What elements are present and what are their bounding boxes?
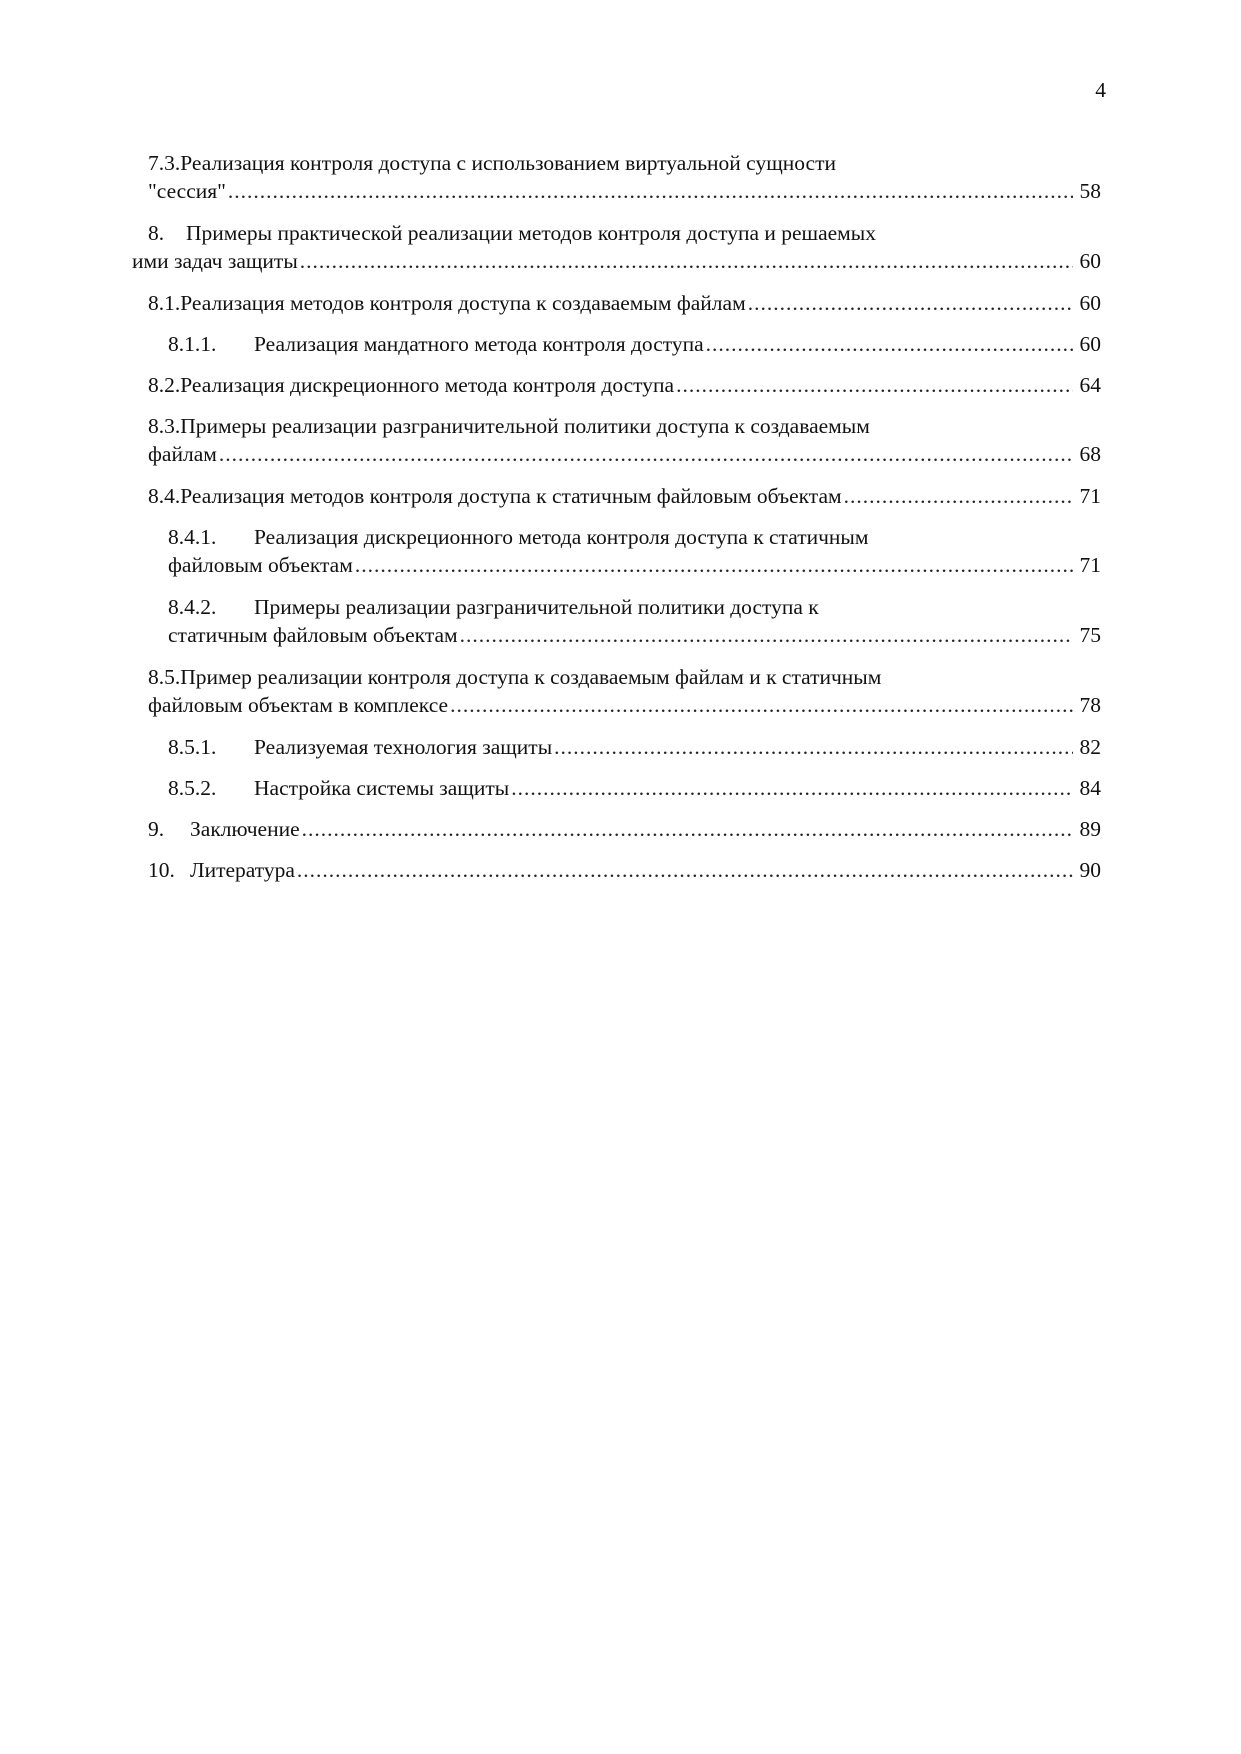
toc-entry-8[interactable] [132,219,1101,275]
dot-leader [228,177,1073,205]
dot-leader [511,774,1073,802]
toc-entry-8-5[interactable] [148,663,1101,719]
toc-page-number: 75 [1079,623,1101,647]
toc-entry-title-line1: 8. Примеры практической реализации методов контроля доступа и решаемых [148,221,876,245]
toc-page-number: 71 [1079,553,1101,577]
toc-entry-title-line2: "сессия" [148,179,226,203]
dot-leader [302,815,1073,843]
toc-entry-title-line1: 8.4.2. Примеры реализации разграничительной политики доступа к [168,595,819,619]
toc-entry-8-4-1[interactable] [168,523,1101,579]
toc-page-number: 58 [1079,179,1101,203]
toc-entry-title-line2: файловым объектам в комплексе [148,693,449,717]
dot-leader [300,247,1073,275]
dot-leader [450,691,1073,719]
toc-page-number: 64 [1079,373,1101,397]
toc-entry-title: 10. Литература [148,858,295,882]
dot-leader [460,621,1073,649]
toc-entry-title: 9. Заключение [148,817,300,841]
toc-entry-title-line1: 7.3.Реализация контроля доступа с использованием виртуальной сущности [148,151,836,175]
toc-entry-8-5-1[interactable] [168,733,1101,761]
toc-entry-title: 8.5.1. Реализуемая технология защиты [168,735,553,759]
toc-page-number: 82 [1079,735,1101,759]
toc-page-number: 71 [1079,484,1101,508]
toc-page-number: 60 [1079,291,1101,315]
toc-entry-title-line1: 8.4.1. Реализация дискреционного метода контроля доступа к статичным [168,525,869,549]
toc-page-number: 60 [1079,332,1101,356]
toc-entry-8-4[interactable] [148,482,1101,510]
dot-leader [748,289,1073,317]
toc-page-number: 84 [1079,776,1101,800]
toc-page-number: 89 [1079,817,1101,841]
dot-leader [219,440,1073,468]
dot-leader [554,733,1073,761]
toc-entry-title-line2: статичным файловым объектам [168,623,458,647]
toc-entry-10[interactable] [148,856,1101,884]
dot-leader [355,551,1073,579]
toc-entry-8-3[interactable] [148,412,1101,468]
toc-entry-7-3[interactable] [148,149,1101,205]
toc-entry-8-2[interactable] [148,371,1101,399]
page-number: 4 [1095,78,1106,102]
toc-page-number: 90 [1079,858,1101,882]
toc-entry-8-5-2[interactable] [168,774,1101,802]
dot-leader [676,371,1073,399]
toc-entry-8-4-2[interactable] [168,593,1101,649]
toc-entry-title-line2: файлам [148,442,217,466]
toc-entry-title: 8.1.Реализация методов контроля доступа к создаваемым файлам [148,291,746,315]
toc-page-number: 78 [1079,693,1101,717]
toc-entry-title-line2: ими задач защиты [132,249,298,273]
dot-leader [297,856,1073,884]
toc-page-number: 60 [1079,249,1101,273]
toc-entry-8-1-1[interactable] [168,330,1101,358]
toc-entry-title: 8.2.Реализация дискреционного метода контроля доступа [148,373,675,397]
toc-entry-title: 8.5.2. Настройка системы защиты [168,776,510,800]
toc-entry-8-1[interactable] [148,289,1101,317]
table-of-contents [0,149,1241,897]
toc-entry-title: 8.1.1. Реализация мандатного метода контроля доступа [168,332,704,356]
toc-entry-title-line1: 8.3.Примеры реализации разграничительной политики доступа к создаваемым [148,414,870,438]
toc-entry-title-line2: файловым объектам [168,553,353,577]
toc-entry-title: 8.4.Реализация методов контроля доступа к статичным файловым объектам [148,484,842,508]
toc-entry-9[interactable] [148,815,1101,843]
dot-leader [844,482,1073,510]
dot-leader [706,330,1073,358]
toc-page-number: 68 [1079,442,1101,466]
toc-entry-title-line1: 8.5.Пример реализации контроля доступа к создаваемым файлам и к статичным [148,665,882,689]
